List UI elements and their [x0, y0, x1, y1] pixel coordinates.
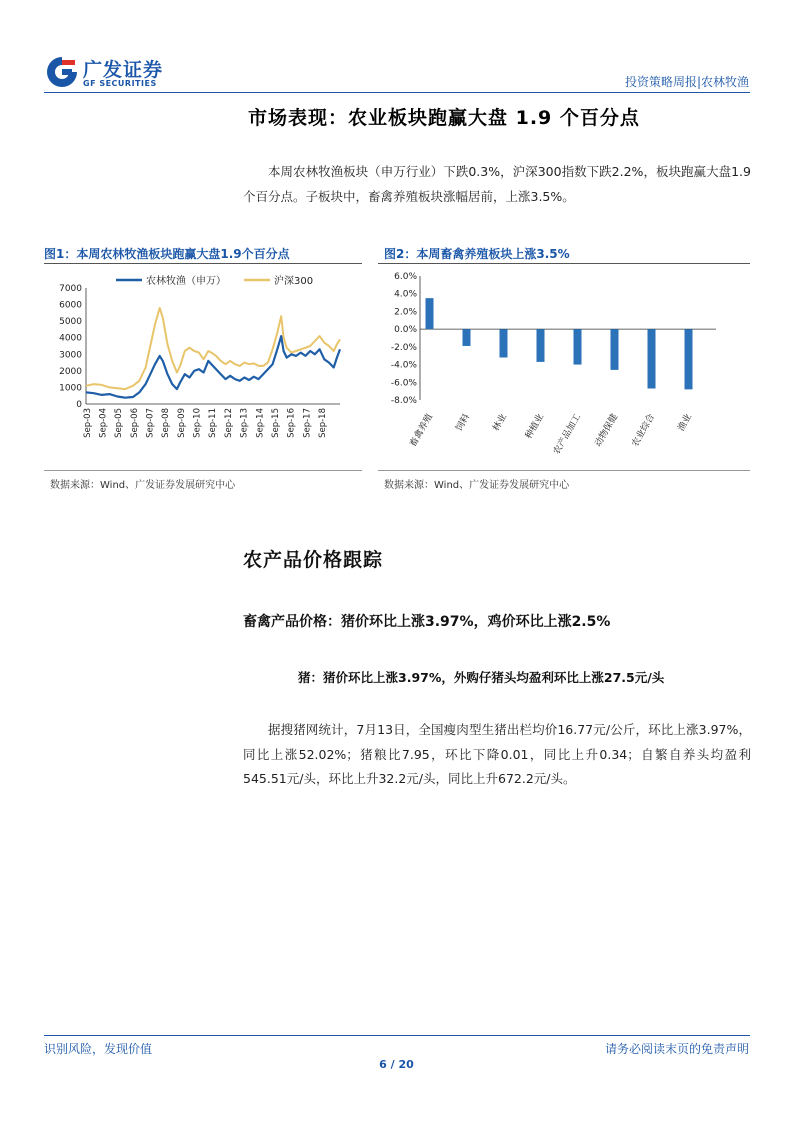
bar-chart-y-tick: 6.0% [394, 272, 417, 282]
line-chart-y-tick: 2000 [59, 366, 82, 377]
figure1-source: 数据来源：Wind、广发证券发展研究中心 [50, 480, 236, 491]
line-chart-x-tick: Sep-06 [129, 408, 140, 438]
line-chart-y-tick: 6000 [59, 300, 82, 311]
bar-chart-y-tick: -4.0% [390, 360, 417, 371]
header-divider [44, 92, 750, 93]
section-title-market: 市场表现：农业板块跑赢大盘 1.9 个百分点 [248, 107, 640, 129]
market-paragraph: 本周农林牧渔板块（申万行业）下跌0.3%，沪深300指数下跌2.2%，板块跑赢大盘1.9个百分点。子板块中，畜禽养殖板块涨幅居前，上涨3.5%。 [243, 164, 751, 204]
bar-chart-y-axis [391, 272, 716, 406]
line-chart-x-tick: Sep-04 [98, 408, 109, 438]
company-logo [45, 55, 175, 91]
page-number: 6 / 20 [379, 1058, 414, 1071]
line-chart-x-tick: Sep-07 [145, 408, 156, 438]
line-chart-x-tick: Sep-08 [161, 408, 172, 438]
line-chart [44, 266, 362, 466]
figure2-bottom-rule [378, 470, 750, 471]
gf-logo-icon [45, 55, 79, 89]
bar-chart-bars [426, 298, 693, 389]
line-chart-x-axis [83, 404, 340, 438]
line-chart-y-tick: 4000 [59, 333, 82, 344]
figure1-top-rule [44, 263, 362, 264]
bar-category-label: 渔业 [676, 412, 695, 434]
line-chart-series [86, 308, 340, 398]
bar-category-label: 农业综合 [630, 412, 658, 449]
line-chart-x-tick: Sep-09 [176, 408, 187, 438]
bar-2 [500, 329, 508, 357]
legend-label: 沪深300 [274, 276, 314, 287]
figure2-top-rule [378, 263, 750, 264]
bar-6 [648, 329, 656, 388]
line-chart-y-tick: 3000 [59, 350, 82, 361]
line-chart-x-tick: Sep-18 [317, 408, 328, 438]
line-chart-x-tick: Sep-13 [239, 408, 250, 438]
bar-chart-y-tick: -2.0% [390, 342, 417, 353]
bar-3 [537, 329, 545, 362]
line-chart-x-tick: Sep-03 [82, 408, 93, 438]
report-type: 投资策略周报|农林牧渔 [624, 75, 749, 89]
line-chart-x-tick: Sep-10 [192, 408, 203, 438]
section-title-prices: 农产品价格跟踪 [243, 549, 384, 571]
bar-1 [463, 329, 471, 346]
bar-chart [378, 266, 750, 466]
line-chart-legend [116, 274, 313, 287]
bar-chart-y-tick: 4.0% [394, 289, 417, 300]
logo-text-en: GF SECURITIES [83, 79, 157, 88]
bar-chart-y-tick: 0.0% [394, 325, 417, 336]
bar-0 [426, 298, 434, 329]
bar-category-label: 畜禽养殖 [408, 412, 436, 449]
figure1-bottom-rule [44, 470, 362, 471]
line-chart-y-tick: 5000 [59, 317, 82, 328]
bar-chart-y-tick: -8.0% [390, 396, 417, 406]
line-chart-y-tick: 0 [76, 400, 82, 410]
line-chart-x-tick: Sep-16 [286, 408, 297, 438]
line-chart-x-tick: Sep-15 [270, 408, 281, 438]
bar-category-label: 农产品加工 [551, 412, 584, 457]
livestock-subtitle: 畜禽产品价格：猪价环比上涨3.97%，鸡价环比上涨2.5% [243, 614, 611, 630]
bar-category-label: 饲料 [454, 412, 473, 434]
line-chart-x-tick: Sep-11 [208, 408, 219, 438]
bar-7 [685, 329, 693, 389]
bar-chart-y-tick: -6.0% [390, 378, 417, 389]
line-chart-x-tick: Sep-14 [255, 408, 266, 438]
line-chart-y-axis [59, 284, 86, 410]
line-series-csi300 [86, 308, 340, 389]
bar-4 [574, 329, 582, 364]
line-chart-x-tick: Sep-12 [223, 408, 234, 438]
figure2-source: 数据来源：Wind、广发证券发展研究中心 [384, 480, 570, 491]
legend-label: 农林牧渔（申万） [146, 276, 226, 287]
bar-category-label: 林业 [491, 412, 510, 434]
bar-5 [611, 329, 619, 370]
pig-paragraph: 据搜猪网统计，7月13日，全国瘦肉型生猪出栏均价16.77元/公斤，环比上涨3.97%，同比上涨52.02%；猪粮比7.95，环比下降0.01，同比上升0.34；自繁自养头均盈利545.51元/头，环比上升32.2元/头，同比上升672.2元/头。 [243, 722, 751, 786]
line-chart-x-tick: Sep-17 [302, 408, 313, 438]
footer-slogan: 识别风险，发现价值 [44, 1042, 153, 1056]
bar-category-label: 动物保健 [593, 412, 621, 449]
footer-disclaimer: 请务必阅读末页的免责声明 [604, 1042, 749, 1056]
line-chart-y-tick: 7000 [59, 284, 82, 294]
figure2-title: 图2：本周畜禽养殖板块上涨3.5% [384, 247, 570, 261]
bar-category-label: 种植业 [523, 412, 547, 441]
bar-chart-x-labels [407, 412, 694, 457]
figure1-title: 图1：本周农林牧渔板块跑赢大盘1.9个百分点 [44, 247, 290, 261]
logo-text-cn: 广发证券 [83, 59, 164, 81]
line-chart-y-tick: 1000 [59, 383, 82, 394]
pig-subsubtitle: 猪：猪价环比上涨3.97%，外购仔猪头均盈利环比上涨27.5元/头 [298, 670, 665, 685]
footer-divider [44, 1035, 750, 1036]
line-chart-x-tick: Sep-05 [114, 408, 125, 438]
bar-chart-y-tick: 2.0% [394, 307, 417, 318]
